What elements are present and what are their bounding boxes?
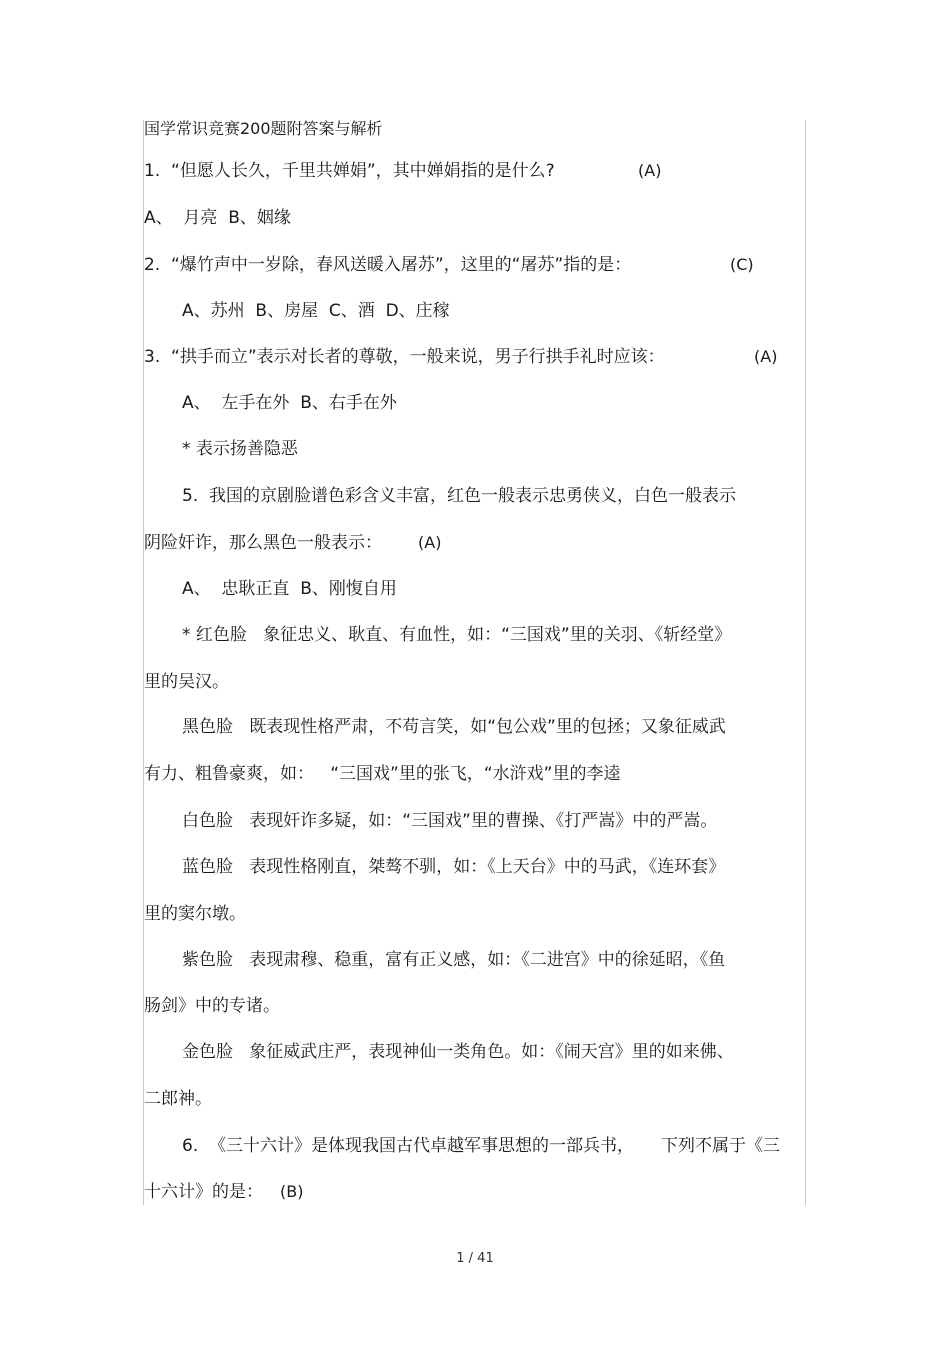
note-black-face-line-1: 黑色脸 既表现性格严肃，不苟言笑，如“包公戏”里的包拯；又象征威武 xyxy=(182,717,726,737)
question-1-answer: (A) xyxy=(638,161,662,180)
note-blue-face-line-1: 蓝色脸 表现性格刚直，桀骜不驯，如：《上天台》中的马武，《连环套》 xyxy=(182,857,726,877)
note-purple-face-line-1: 紫色脸 表现肃穆、稳重，富有正义感，如：《二进宫》中的徐延昭，《鱼 xyxy=(182,950,726,970)
question-5-options: A、 忠耿正直 B、刚愎自用 xyxy=(182,579,397,599)
question-3-options: A、 左手在外 B、右手在外 xyxy=(182,393,397,413)
note-purple-face-line-2: 肠剑》中的专诸。 xyxy=(144,996,280,1016)
note-red-face-line-2: 里的吴汉。 xyxy=(144,672,229,692)
question-3-answer: (A) xyxy=(754,347,778,366)
question-3: 3. “拱手而立”表示对长者的尊敬，一般来说，男子行拱手礼时应该： xyxy=(144,347,665,367)
note-1: * 表示扬善隐恶 xyxy=(182,439,298,459)
question-2-options: A、苏州 B、房屋 C、酒 D、庄稼 xyxy=(182,301,450,321)
question-1-options: A、 月亮 B、姻缘 xyxy=(144,208,291,228)
question-6-answer: (B) xyxy=(280,1182,304,1201)
question-5-answer: (A) xyxy=(418,533,442,552)
question-5-line-1: 5. 我国的京剧脸谱色彩含义丰富，红色一般表示忠勇侠义，白色一般表示 xyxy=(182,486,737,506)
question-5-line-2: 阴险奸诈，那么黑色一般表示： xyxy=(144,533,382,553)
note-blue-face-line-2: 里的窦尔墩。 xyxy=(144,904,246,924)
left-margin-rule xyxy=(143,120,144,1205)
note-gold-face-line-1: 金色脸 象征威武庄严，表现神仙一类角色。如：《闹天宫》里的如来佛、 xyxy=(182,1042,734,1062)
note-gold-face-line-2: 二郎神。 xyxy=(144,1089,212,1109)
question-2-answer: (C) xyxy=(730,255,754,274)
question-6-line-1: 6. 《三十六计》是体现我国古代卓越军事思想的一部兵书， 下列不属于《三 xyxy=(182,1136,781,1156)
question-2: 2. “爆竹声中一岁除，春风送暖入屠苏”，这里的“屠苏”指的是： xyxy=(144,255,632,275)
question-1: 1. “但愿人长久，千里共婵娟”，其中婵娟指的是什么? xyxy=(144,161,555,181)
note-black-face-line-2: 有力、粗鲁豪爽，如： “三国戏”里的张飞，“水浒戏”里的李逵 xyxy=(144,764,621,784)
right-margin-rule xyxy=(805,120,806,1205)
note-white-face: 白色脸 表现奸诈多疑，如：“三国戏”里的曹操、《打严嵩》中的严嵩。 xyxy=(182,811,718,831)
note-red-face-line-1: * 红色脸 象征忠义、耿直、有血性，如：“三国戏”里的关羽、《斩经堂》 xyxy=(182,625,732,645)
document-title: 国学常识竞赛200题附答案与解析 xyxy=(144,119,383,138)
page-number: 1 / 41 xyxy=(456,1251,494,1266)
question-6-line-2: 十六计》的是： xyxy=(144,1182,263,1202)
